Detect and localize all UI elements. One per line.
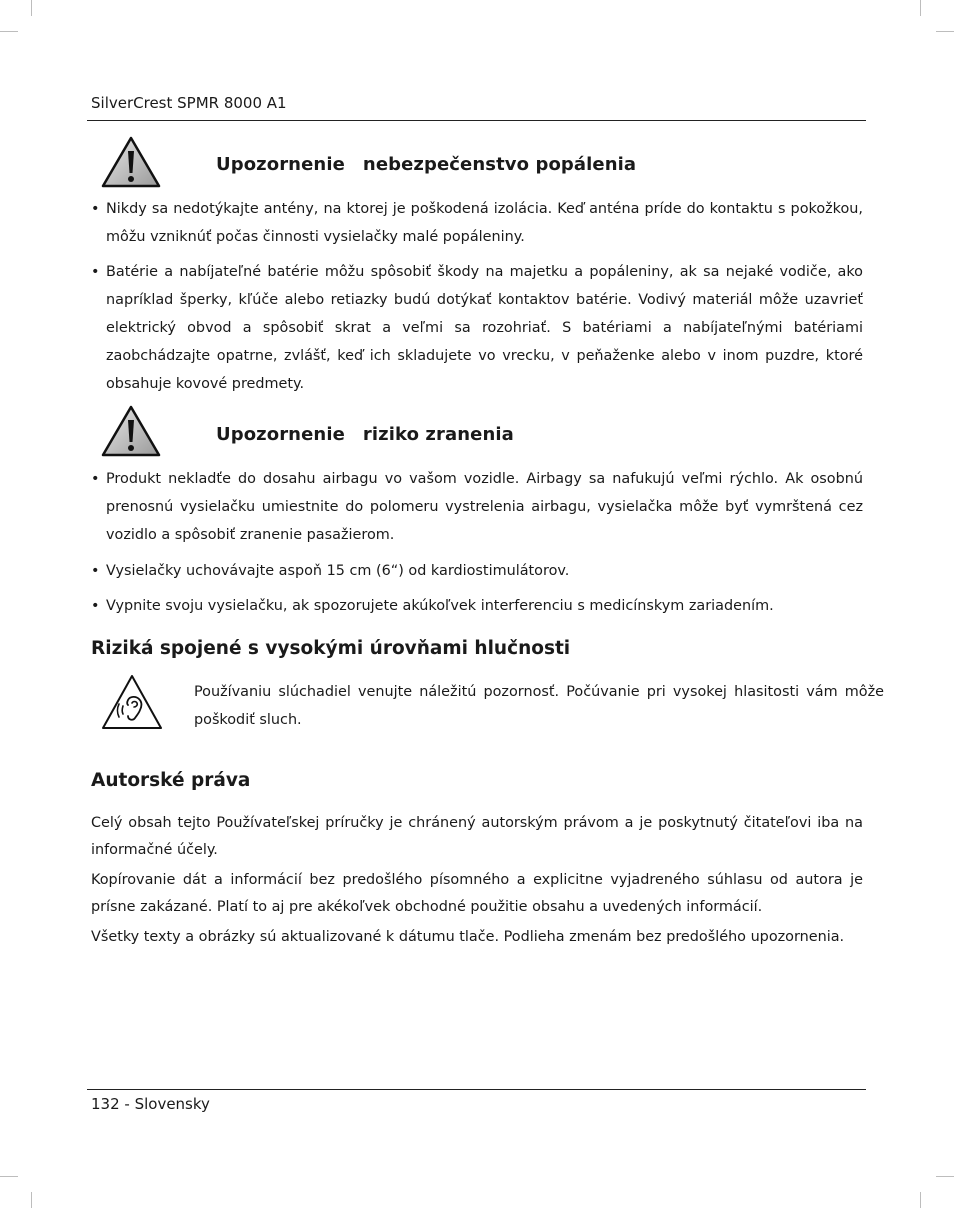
crop-mark bbox=[31, 1192, 32, 1208]
warning-heading-injury: Upozornenie riziko zranenia bbox=[216, 424, 514, 445]
crop-mark bbox=[0, 31, 18, 32]
paragraph: Kopírovanie dát a informácií bez predošlého písomného a explicitne vyjadreného súhlasu od autora je prísne zakázané. Platí to aj pre akékoľvek obchodné použitie obsahu a uvedených informácií. bbox=[91, 872, 863, 915]
list-item: • Vysielačky uchovávajte aspoň 15 cm (6“) od kardiostimulátorov. bbox=[91, 563, 570, 579]
hearing-damage-icon bbox=[101, 674, 163, 730]
crop-mark bbox=[920, 0, 921, 16]
crop-mark bbox=[920, 1192, 921, 1208]
list-item: • Nikdy sa nedotýkajte antény, na ktorej je poškodená izolácia. Keď anténa príde do kontaktu s pokožkou, môžu vzniknúť počas činnosti vysielačky malé popáleniny. bbox=[91, 201, 863, 245]
list-item: • Batérie a nabíjateľné batérie môžu spôsobiť škody na majetku a popáleniny, ak sa nejaké vodiče, ako napríklad šperky, kľúče alebo retiazky budú dotýkať kontaktov batérie. Vodivý materiál môže uzavrieť elektrický obvod a spôsobiť skrat a veľmi sa rozohriať. S batériami a nabíjateľnými batériami zaobchádzajte opatrne, zvlášť, keď ich skladujete vo vrecku, v peňaženke alebo v inom puzdre, ktoré obsahuje kovové predmety. bbox=[91, 264, 863, 392]
section-heading-copyright: Autorské práva bbox=[91, 770, 251, 791]
page-number: 132 - Slovensky bbox=[91, 1095, 210, 1113]
crop-mark bbox=[0, 1176, 18, 1177]
section-heading-noise: Riziká spojené s vysokými úrovňami hlučnosti bbox=[91, 638, 571, 659]
paragraph: Všetky texty a obrázky sú aktualizované k dátumu tlače. Podlieha zmenám bez predošlého upozornenia. bbox=[91, 929, 845, 945]
warning-heading-burn: Upozornenie nebezpečenstvo popálenia bbox=[216, 154, 637, 175]
crop-mark bbox=[936, 1176, 954, 1177]
hearing-warning-text: Používaniu slúchadiel venujte náležitú pozornosť. Počúvanie pri vysokej hlasitosti vám môže poškodiť sluch. bbox=[194, 684, 884, 728]
warning-triangle-icon bbox=[101, 136, 161, 188]
list-item: • Vypnite svoju vysielačku, ak spozorujete akúkoľvek interferenciu s medicínskym zariadením. bbox=[91, 598, 774, 614]
list-item: • Produkt nekladťe do dosahu airbagu vo vašom vozidle. Airbagy sa nafukujú veľmi rýchlo. Ak osobnú prenosnú vysielačku umiestnite do polomeru vystrelenia airbagu, vysielačka môže byť vymrštená cez vozidlo a spôsobiť zranenie pasažierom. bbox=[91, 471, 863, 543]
crop-mark bbox=[936, 31, 954, 32]
crop-mark bbox=[31, 0, 32, 16]
warning-triangle-icon bbox=[101, 405, 161, 457]
footer-rule bbox=[87, 1089, 866, 1090]
document-title: SilverCrest SPMR 8000 A1 bbox=[91, 94, 287, 112]
paragraph: Celý obsah tejto Používateľskej príručky je chránený autorským právom a je poskytnutý čitateľovi iba na informačné účely. bbox=[91, 815, 863, 858]
header-rule bbox=[87, 120, 866, 121]
